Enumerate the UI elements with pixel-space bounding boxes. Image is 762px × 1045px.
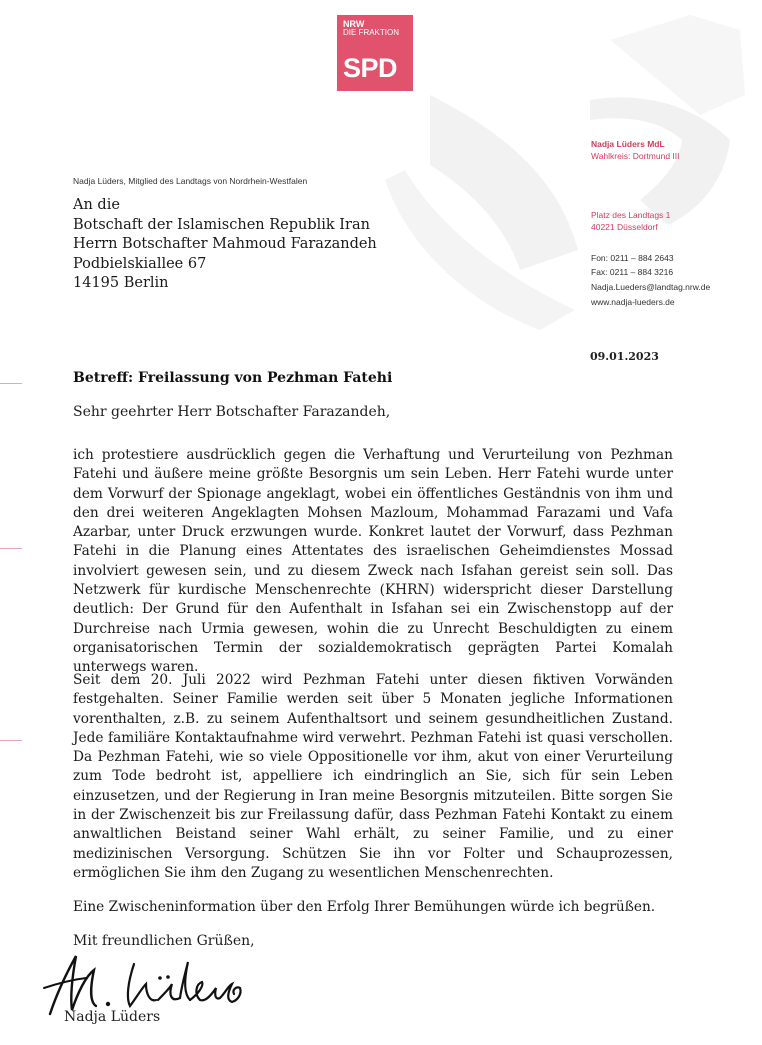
contact-fax: Fax: 0211 – 884 3216 [591, 267, 674, 277]
contact-address-city: 40221 Düsseldorf [591, 222, 658, 232]
body-paragraph-1: ich protestiere ausdrücklich gegen die Verhaftung und Verurteilung von Pezhman Fatehi und äußere meine größte Besorgnis um sein Leben. Herr Fatehi wurde unter dem Vorwurf der Spionage angeklagt, wobei ein öffentliches Geständnis von ihm und den drei weiteren Angeklagten Mohsen Mazloum, Mohammad Farazami und Vafa Azarbar, unter Druck erzwungen wurde. Konkret lautet der Vorwurf, dass Pezhman Fatehi in die Planung eines Attentates des israelischen Geheimdienstes Mossad involviert gewesen sein, und zu diesem Zweck nach Isfahan gereist sein soll. Das Netzwerk für kurdische Menschenrechte (KHRN) widerspricht dieser Darstellung deutlich: Der Grund für den Aufenthalt in Isfahan sei ein Zwischenstopp auf der Durchreise nach Urmia gewesen, wohin die zu Unrecht Beschuldigten zu einem organisatorischen Termin der sozialdemokratisch geprägten Partei Komalah unterwegs waren. [73, 447, 673, 676]
contact-name: Nadja Lüders MdL [591, 139, 665, 149]
letter-closing: Mit freundlichen Grüßen, [73, 933, 255, 949]
fold-mark [0, 383, 22, 384]
body-paragraph-2: Seit dem 20. Juli 2022 wird Pezhman Fatehi unter diesen fiktiven Vorwänden festgehalten. Seiner Familie werden seit über 5 Monaten jegliche Informationen vorenthalten, z.B. zu seinem Aufenthaltsort und seinem gesundheitlichen Zustand. Jede familiäre Kontaktaufnahme wird verwehrt. Pezhman Fatehi ist quasi verschollen. Da Pezhman Fatehi, wie so viele Oppositionelle vor ihm, akut von einer Verurteilung zum Tode bedroht ist, appelliere ich eindringlich an Sie, sich für sein Leben einzusetzen, und der Regierung in Iran meine Besorgnis mitzuteilen. Bitte sorgen Sie in der Zwischenzeit bis zur Freilassung dafür, dass Pezhman Fatehi Kontakt zu einem anwaltlichen Beistand seiner Wahl erhält, zu seiner Familie, und zu einer medizinischen Versorgung. Schützen Sie ihn vor Folter und Schauprozessen, ermöglichen Sie ihm den Zugang zu wesentlichen Menschenrechten. [73, 672, 673, 881]
logo-spd-text: SPD [343, 53, 398, 83]
contact-phone: Fon: 0211 – 884 2643 [591, 253, 674, 263]
letter-subject: Betreff: Freilassung von Pezhman Fatehi [73, 370, 393, 386]
recipient-line: Botschaft der Islamischen Republik Iran [73, 216, 370, 233]
recipient-line: An die [73, 197, 120, 213]
contact-address-street: Platz des Landtags 1 [591, 210, 671, 220]
recipient-address [73, 196, 377, 294]
letter-salutation: Sehr geehrter Herr Botschafter Farazandeh, [73, 404, 391, 420]
punch-mark [0, 548, 22, 549]
body-paragraph-3: Eine Zwischeninformation über den Erfolg Ihrer Bemühungen würde ich begrüßen. [73, 899, 656, 915]
contact-email[interactable]: Nadja.Lueders@landtag.nrw.de [591, 282, 711, 292]
signatory-name: Nadja Lüders [64, 1009, 161, 1025]
sender-line: Nadja Lüders, Mitglied des Landtags von Nordrhein-Westfalen [73, 176, 308, 186]
logo-nrw-text: NRW [343, 19, 365, 29]
spd-logo [337, 15, 413, 91]
contact-constituency: Wahlkreis: Dortmund III [591, 151, 680, 161]
recipient-line: Podbielskiallee 67 [73, 255, 207, 272]
recipient-line: Herrn Botschafter Mahmoud Farazandeh [73, 236, 377, 252]
logo-fraktion-text: DIE FRAKTION [343, 28, 400, 37]
fold-mark [0, 740, 22, 741]
letter-date: 09.01.2023 [590, 350, 659, 363]
contact-website[interactable]: www.nadja-lueders.de [591, 297, 675, 307]
recipient-line: 14195 Berlin [73, 275, 169, 291]
